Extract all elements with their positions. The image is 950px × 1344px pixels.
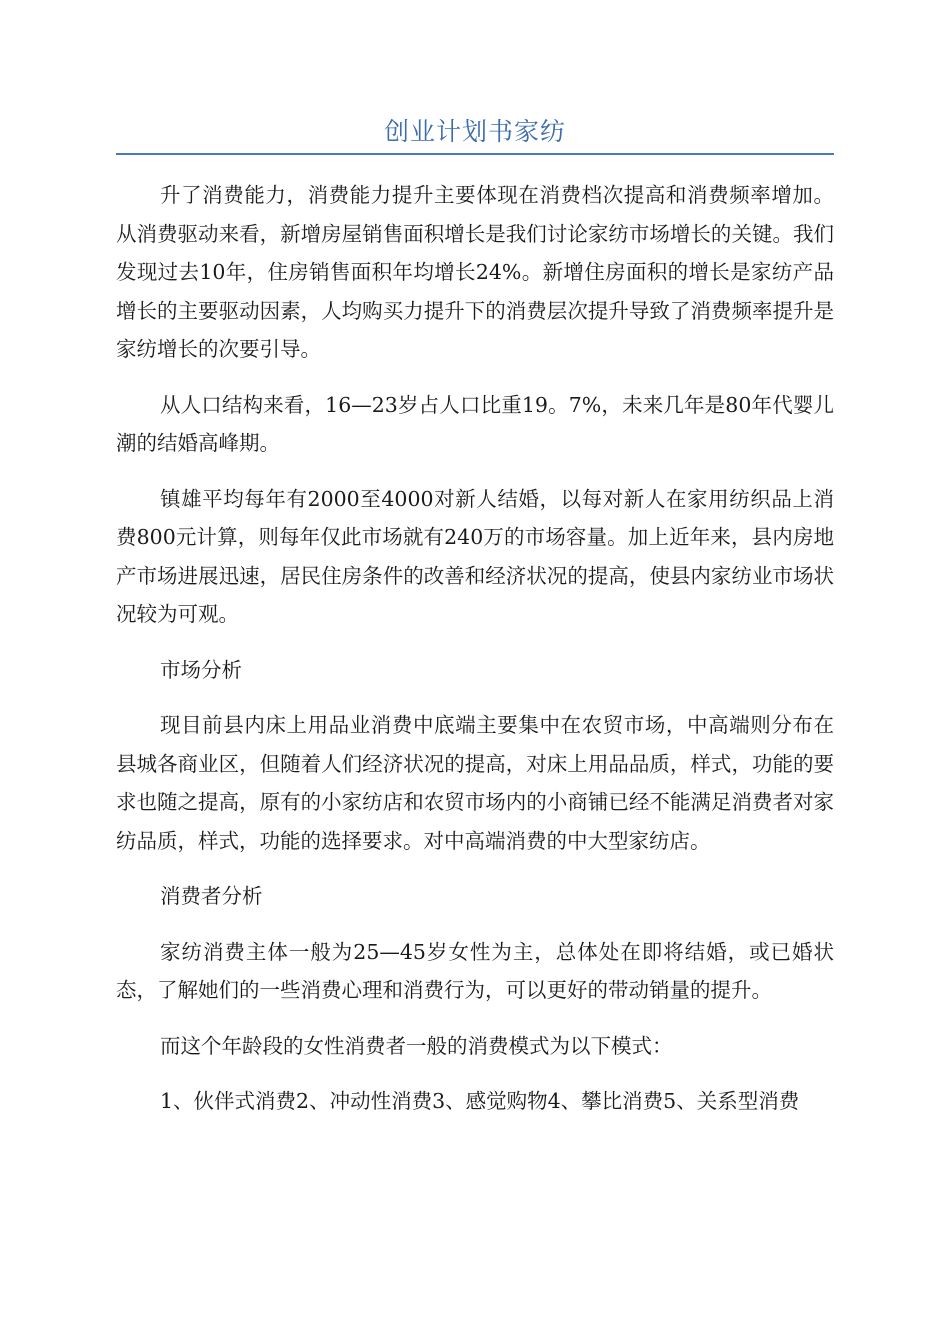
heading-consumer-analysis: 消费者分析: [160, 884, 263, 908]
paragraph-consumption-modes-intro: 而这个年龄段的女性消费者一般的消费模式为以下模式：: [160, 1033, 673, 1058]
heading-market-analysis: 市场分析: [160, 657, 242, 682]
document-body: [116, 176, 834, 1138]
document-title: 创业计划书家纺: [383, 117, 566, 146]
paragraph-market-capacity: 镇雄平均每年有2000至4000对新人结婚，以每对新人在家用纺织品上消费800元计算，则每年仅此市场就有240万的市场容量。加上近年来，县内房地产市场进展迅速，居民住房条件的改善和经济状况的提高，使县内家纺业市场状况较为可观。: [116, 486, 834, 626]
paragraph-consumption-modes-list: 1、伙伴式消费2、冲动性消费3、感觉购物4、攀比消费5、关系型消费: [160, 1089, 800, 1113]
paragraph-consumer-analysis: 家纺消费主体一般为25—45岁女性为主，总体处在即将结婚，或已婚状态，了解她们的一些消费心理和消费行为，可以更好的带动销量的提升。: [116, 939, 834, 1002]
paragraph-population-structure: 从人口结构来看，16—23岁占人口比重19。7%，未来几年是80年代婴儿潮的结婚高峰期。: [116, 392, 834, 455]
paragraph-consumption-drivers: 升了消费能力，消费能力提升主要体现在消费档次提高和消费频率增加。从消费驱动来看，新增房屋销售面积增长是我们讨论家纺市场增长的关键。我们发现过去10年，住房销售面积年均增长24%。新增住房面积的增长是家纺产品增长的主要驱动因素，人均购买力提升下的消费层次提升导致了消费频率提升是家纺增长的次要引导。: [116, 183, 834, 361]
paragraph-market-analysis: 现目前县内床上用品业消费中底端主要集中在农贸市场，中高端则分布在县城各商业区，但随着人们经济状况的提高，对床上用品品质，样式，功能的要求也随之提高，原有的小家纺店和农贸市场内的小商铺已经不能满足消费者对家纺品质，样式，功能的选择要求。对中高端消费的中大型家纺店。: [116, 713, 834, 853]
title-underline: [116, 153, 834, 155]
